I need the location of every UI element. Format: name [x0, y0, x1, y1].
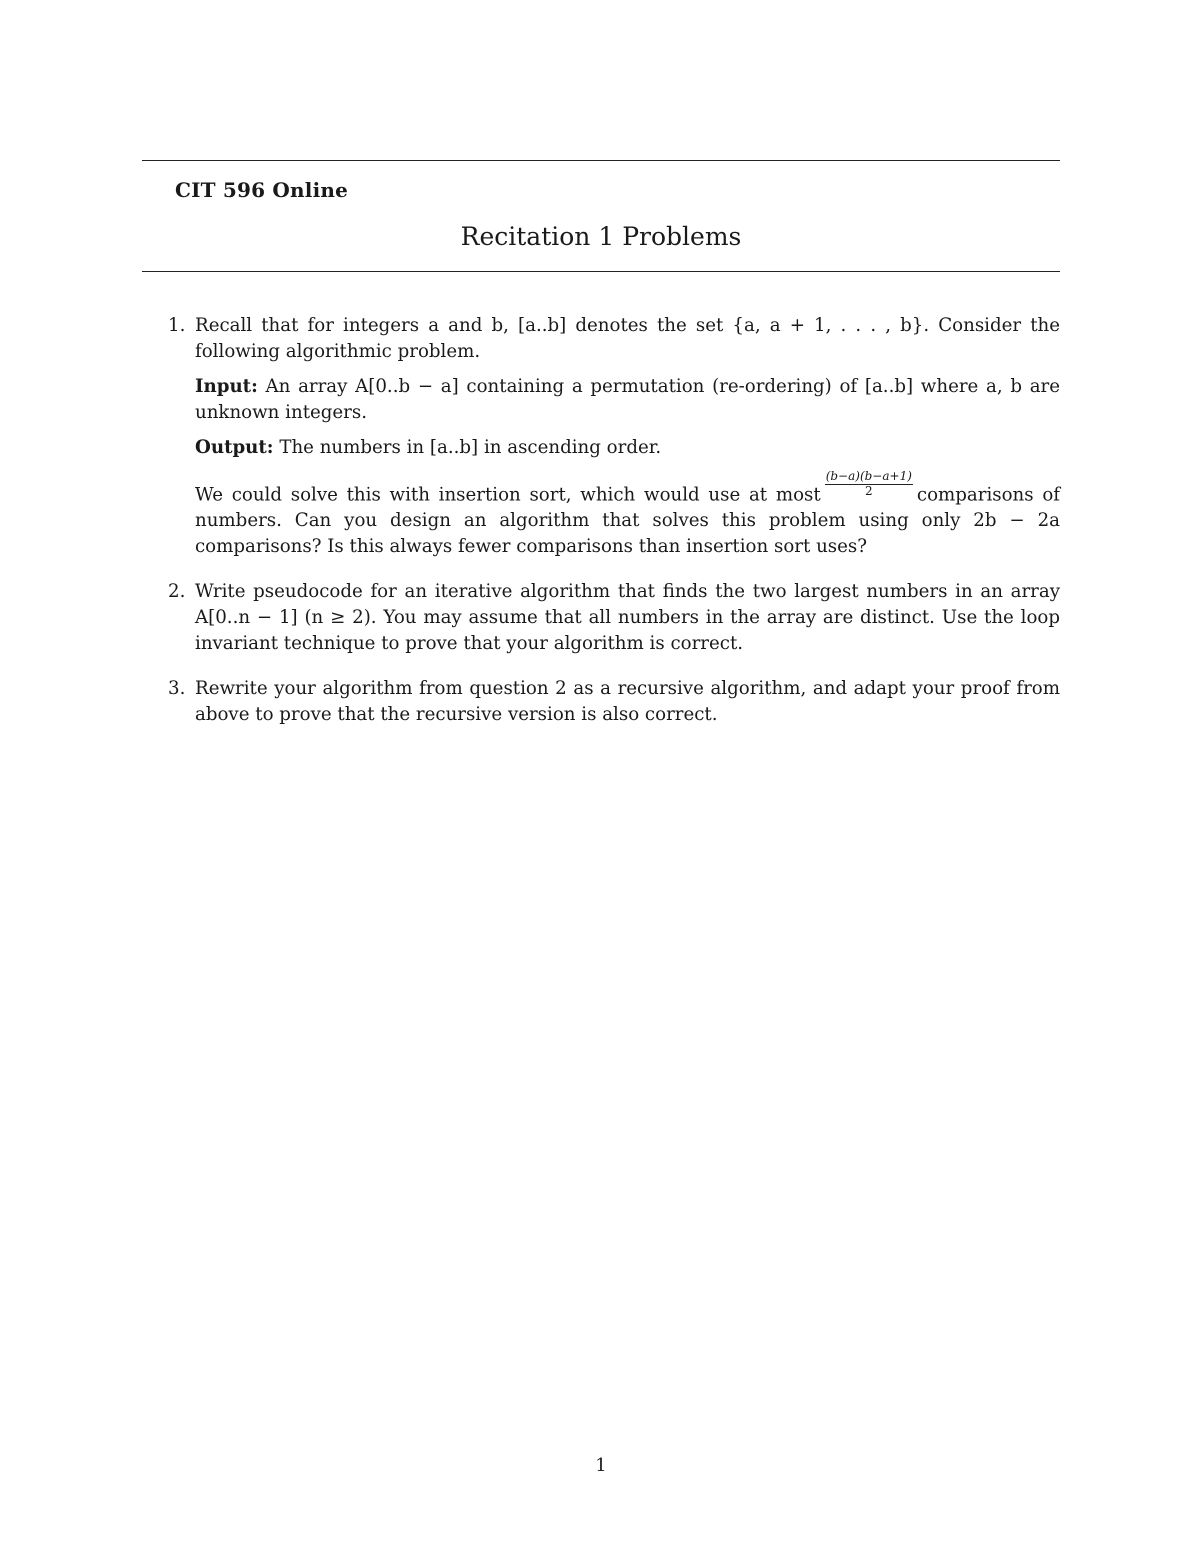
problem-1-intro: Recall that for integers a and b, [a..b] denotes the set {a, a + 1, . . . , b}. Consider the following algorithmic problem. — [195, 315, 1060, 362]
page-number: 1 — [595, 1455, 607, 1476]
problem-number: 2. — [168, 581, 186, 603]
problem-3 — [142, 676, 1060, 728]
problem-1-body — [195, 470, 1060, 560]
body-before-fraction: We could solve this with insertion sort, which would use at most — [195, 484, 821, 506]
comparison-count-fraction — [825, 470, 913, 498]
fraction-denominator: 2 — [864, 484, 873, 498]
fraction-numerator: (b−a)(b−a+1) — [825, 469, 912, 483]
problem-2-text: Write pseudocode for an iterative algorithm that finds the two largest numbers in an array A[0..n − 1] (n ≥ 2). You may assume that all numbers in the array are distinct. Use the loop invariant technique to prove that your algorithm is correct. — [195, 581, 1060, 655]
header-top-rule — [142, 160, 1060, 161]
input-text: An array A[0..b − a] containing a permutation (re-ordering) of [a..b] where a, b are unknown integers. — [195, 376, 1060, 423]
course-name: CIT 596 Online — [175, 178, 349, 202]
problem-list — [142, 313, 1060, 747]
problem-1-output — [195, 435, 1060, 461]
problem-number: 1. — [168, 315, 186, 336]
input-label: Input: — [195, 376, 258, 397]
output-text: The numbers in [a..b] in ascending order. — [279, 437, 662, 458]
problem-number: 3. — [168, 678, 186, 700]
body-after-fraction: comparisons of numbers. Can you design an algorithm that solves this problem using only 2b − 2a comparisons? Is this always fewer comparisons than insertion sort uses? — [195, 484, 1061, 558]
problem-3-text: Rewrite your algorithm from question 2 as a recursive algorithm, and adapt your proof from above to prove that the recursive version is also correct. — [195, 678, 1060, 726]
problem-1 — [142, 313, 1060, 560]
page-title: Recitation 1 Problems — [460, 222, 742, 251]
header-bottom-rule — [142, 271, 1060, 272]
problem-1-input — [195, 374, 1060, 426]
problem-2 — [142, 579, 1060, 657]
output-label: Output: — [195, 437, 274, 458]
